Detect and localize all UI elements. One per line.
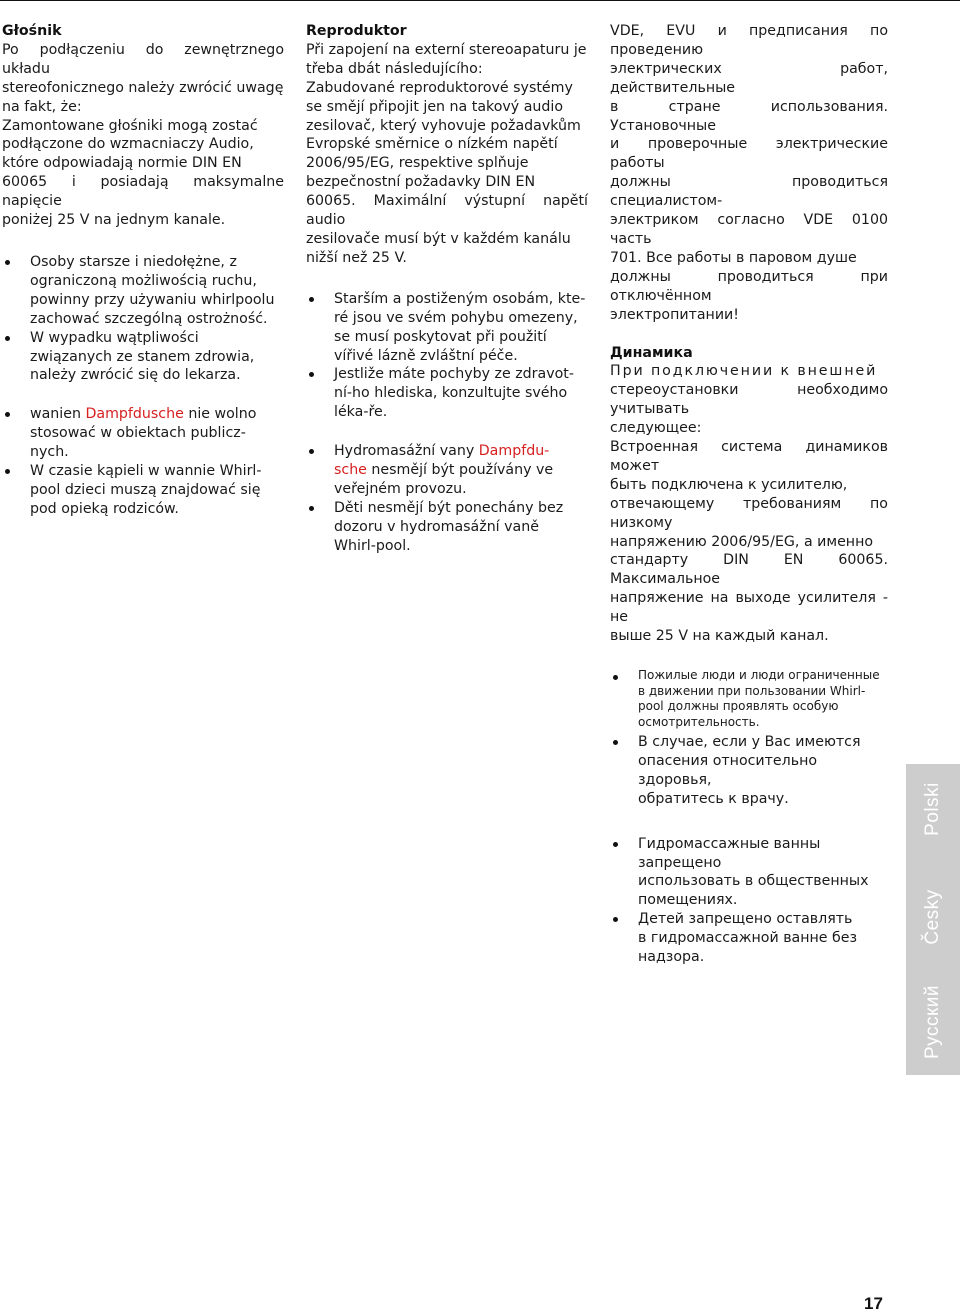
list-item-line: надзора. [638, 949, 705, 966]
list-item-line: ograniczoną możliwością ruchu, [30, 272, 257, 289]
czech-intro-line: Zabudované reproduktorové systémy [306, 79, 573, 96]
list-item [610, 668, 888, 730]
list-item-line: związanych ze stanem zdrowia, [30, 348, 255, 365]
russian-intro [610, 362, 888, 646]
list-item [306, 442, 588, 499]
russian-intro-line: следующее: [610, 420, 702, 437]
russian-column [610, 22, 888, 967]
russian-bullets-b [610, 835, 888, 967]
list-item-line: pool должны проявлять особую [638, 699, 839, 713]
list-item-line: использовать в общественных [638, 873, 869, 890]
list-item-line: dozoru v hydromasážní vaně [334, 518, 539, 535]
czech-intro-line: 2006/95/EG, respektive splňuje [306, 155, 529, 172]
list-item-line: powinny przy używaniu whirlpoolu [30, 291, 275, 308]
russian-top-line: должны проводиться при отключённом [610, 268, 888, 304]
list-item-line: W wypadku wątpliwości [30, 329, 199, 346]
text-run: nesmějí být používány ve [366, 462, 554, 479]
polish-intro-line: na fakt, że: [2, 98, 82, 115]
product-name-highlight: Dampfdu- [478, 443, 550, 460]
list-item [610, 733, 888, 809]
list-item-line: Whirl-pool. [334, 537, 411, 554]
czech-intro-line: 60065. Maximální výstupní napětí audio [306, 193, 588, 229]
list-item-line: veřejném provozu. [334, 480, 467, 497]
list-item-line: ré jsou ve svém pohybu omezeny, [334, 309, 578, 326]
list-item-line: se musí poskytovat při použití [334, 328, 547, 345]
russian-intro-line: напряжению 2006/95/EG, а именно [610, 533, 874, 550]
russian-intro-line: напряжение на выходе усилителя - не [610, 590, 888, 626]
list-item-line: Starším a postiženým osobám, kte- [334, 290, 586, 307]
language-tab-cesky[interactable]: Česky [922, 889, 943, 945]
russian-intro-line: стереоустановки необходимо учитывать [610, 382, 888, 418]
list-item [2, 253, 284, 329]
list-item-line: pool dzieci muszą znajdować się [30, 481, 261, 498]
russian-top-line: электропитании! [610, 306, 739, 323]
list-item-line: Пожилые люди и люди ограниченные [638, 668, 880, 682]
language-sidebar [906, 764, 960, 1075]
language-tab-russian[interactable]: Русский [922, 985, 943, 1059]
czech-intro-line: zesilovače musí být v každém kanálu [306, 230, 571, 247]
text-run: nie wolno [183, 406, 257, 423]
list-item [610, 835, 888, 911]
polish-bullets-b [2, 405, 284, 518]
czech-intro-line: nižší než 25 V. [306, 249, 407, 266]
polish-intro-line: Po podłączeniu do zewnętrznego układu [2, 41, 284, 77]
russian-bullets-a [610, 668, 888, 809]
list-item [306, 290, 588, 366]
list-item-line: stosować w obiektach publicz- [30, 425, 246, 442]
list-item-line: zachować szczególną ostrożność. [30, 310, 268, 327]
list-item-line: в движении при пользовании Whirl- [638, 683, 866, 698]
list-item-line: należy zwrócić się do lekarza. [30, 367, 241, 384]
czech-intro-line: Evropské směrnice o nízkém napětí [306, 136, 558, 153]
list-item-line: ní-ho hlediska, konzultujte svého [334, 385, 568, 402]
czech-intro-line: Při zapojení na externí stereoapaturu je [306, 41, 587, 58]
list-item-line [30, 405, 284, 424]
czech-heading: Reproduktor [306, 23, 407, 39]
list-item [306, 365, 588, 422]
polish-intro [2, 41, 284, 230]
polish-bullets-a [2, 253, 284, 385]
list-item [2, 329, 284, 386]
russian-top-line: в стране использования. Установочные [610, 98, 888, 134]
list-item-line: W czasie kąpieli w wannie Whirl- [30, 463, 262, 480]
russian-heading: Динамика [610, 344, 693, 361]
czech-intro [306, 41, 588, 268]
list-item-line: Osoby starsze i niedołężne, z [30, 253, 237, 270]
polish-intro-line: które odpowiadają normie DIN EN [2, 155, 242, 172]
russian-intro-line: стандарту DIN EN 60065. Максимальное [610, 552, 888, 588]
list-item-line: Детей запрещено оставлять [638, 911, 853, 928]
polish-intro-line: 60065 i posiadają maksymalne napięcie [2, 174, 284, 210]
list-item-line: В случае, если у Вас имеются [638, 734, 861, 750]
russian-top-line: электрических работ, действительные [610, 60, 888, 96]
russian-top-text [610, 22, 888, 325]
product-name-highlight: Dampfdusche [85, 406, 184, 423]
russian-intro-line: Встроенная система динамиков может [610, 439, 888, 474]
polish-intro-line: stereofonicznego należy zwrócić uwagę [2, 79, 284, 96]
russian-top-line: VDE, EVU и предписания по проведению [610, 23, 888, 58]
product-name-highlight: sche [334, 462, 367, 479]
list-item-line [334, 461, 588, 480]
list-item-line: pod opieką rodziców. [30, 500, 179, 517]
polish-intro-line: poniżej 25 V na jednym kanale. [2, 212, 226, 229]
list-item-line: осмотрительность. [638, 714, 760, 729]
list-item-line: Гидромассажные ванны запрещено [638, 835, 821, 871]
czech-intro-line: bezpečnostní požadavky DIN EN [306, 174, 536, 191]
polish-heading: Głośnik [2, 23, 62, 39]
czech-column [306, 22, 588, 556]
list-item [2, 462, 284, 519]
czech-bullets-b [306, 442, 588, 555]
list-item-line: в гидромассажной ванне без [638, 930, 858, 947]
list-item [306, 499, 588, 556]
page-number: 17 [864, 1294, 883, 1313]
text-run: wanien [30, 406, 86, 423]
list-item-line: помещениях. [638, 892, 738, 909]
list-item [2, 405, 284, 462]
russian-top-line: должны проводиться специалистом- [610, 174, 888, 210]
czech-intro-line: třeba dbát následujícího: [306, 60, 483, 77]
polish-column [2, 22, 284, 519]
russian-top-line: электриком согласно VDE 0100 часть [610, 212, 888, 247]
list-item-line: опасения относительно здоровья, [638, 752, 818, 788]
list-item-line: vířivé lázně zvláštní péče. [334, 347, 518, 364]
russian-intro-line: При подключении к внешней [610, 363, 878, 380]
russian-intro-line: отвечающему требованиям по низкому [610, 495, 888, 531]
russian-top-line: 701. Все работы в паровом душе [610, 249, 857, 266]
polish-intro-line: podłączone do wzmacniaczy Audio, [2, 136, 254, 153]
list-item-line [334, 442, 588, 461]
top-rule [0, 0, 960, 1]
text-run: Hydromasážní vany [334, 443, 479, 460]
czech-bullets-a [306, 290, 588, 422]
list-item-line: Děti nesmějí být ponechány bez [334, 499, 564, 516]
russian-top-line: и проверочные электрические работы [610, 136, 888, 172]
language-tab-polski[interactable]: Polski [922, 782, 943, 836]
list-item [610, 910, 888, 967]
list-item-line: Jestliže máte pochyby ze zdravot- [334, 366, 574, 383]
polish-intro-line: Zamontowane głośniki mogą zostać [2, 117, 258, 134]
list-item-line: nych. [30, 444, 69, 461]
czech-intro-line: zesilovač, který vyhovuje požadavkům [306, 117, 581, 134]
list-item-line: обратитесь к врачу. [638, 790, 789, 807]
list-item-line: léka-ře. [334, 404, 388, 421]
czech-intro-line: se smějí připojit jen na takový audio [306, 98, 564, 115]
russian-intro-line: выше 25 V на каждый канал. [610, 628, 829, 645]
russian-intro-line: быть подключена к усилителю, [610, 476, 848, 493]
